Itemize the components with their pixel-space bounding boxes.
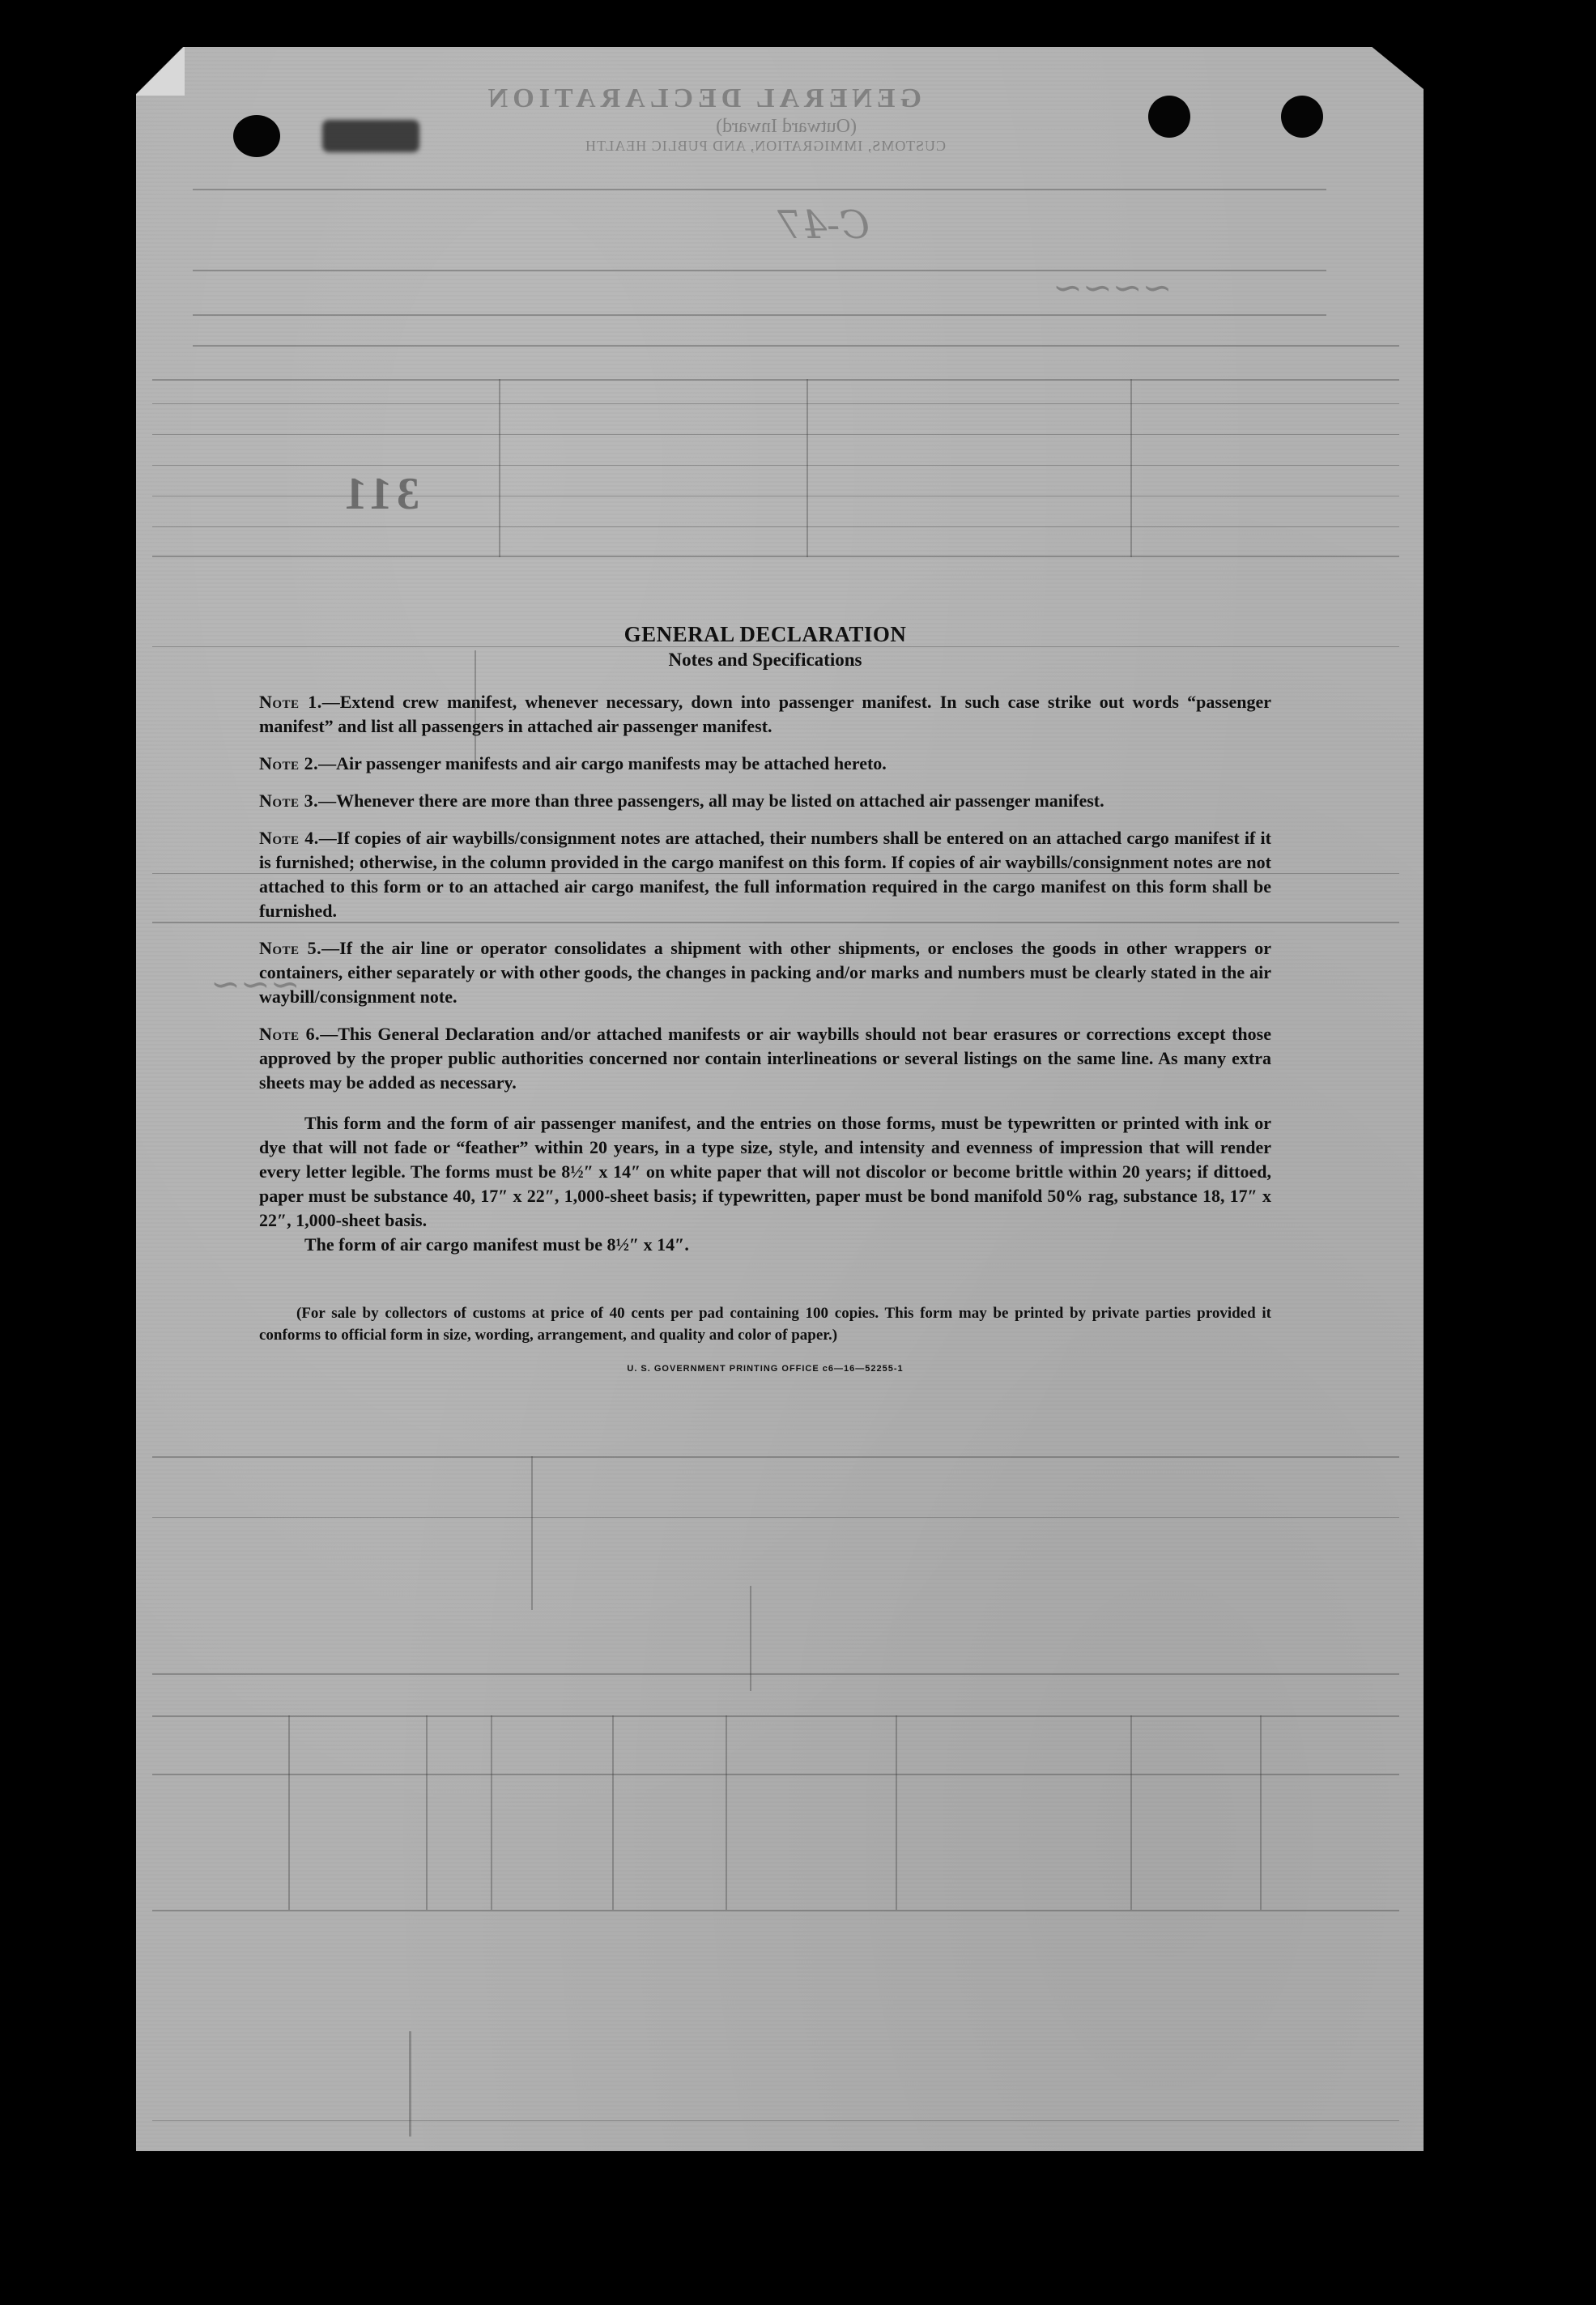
ink-smear bbox=[322, 120, 419, 152]
note-4 bbox=[259, 826, 1271, 923]
notes-section bbox=[259, 620, 1271, 1374]
note-text: —Air passenger manifests and air cargo manifests may be attached hereto. bbox=[318, 753, 887, 773]
handwriting-bleed: ~~~ bbox=[211, 964, 300, 1005]
handwriting-bleed: ~~~~ bbox=[1053, 267, 1173, 309]
note-text: —If the air line or operator consolidates a shipment with other shipments, or encloses the goods in other wrappers or containers, either separately or with other goods, the changes in packing and/or marks and numbers must be clearly stated in the air waybill/consignment note. bbox=[259, 938, 1271, 1007]
printing-office-line: U. S. GOVERNMENT PRINTING OFFICE c6—16—52255-1 bbox=[627, 1364, 904, 1374]
note-5 bbox=[259, 936, 1271, 1009]
punch-hole bbox=[1148, 96, 1190, 138]
specification-paragraph: This form and the form of air passenger manifest, and the entries on those forms, must be typewritten or printed with ink or dye that will not fade or “feather” within 20 years, in a type size, style, and intensity and evenness of impression that will render every letter legible. The forms must be 8½″ x 14″ on white paper that will not discolor or become brittle within 20 years; if dittoed, paper must be substance 40, 17″ x 22″, 1,000-sheet basis; if typewritten, paper must be bond manifold 50% rag, substance 18, 17″ x 22″, 1,000-sheet basis. bbox=[259, 1113, 1271, 1230]
note-3 bbox=[259, 789, 1271, 813]
note-label: Note 3. bbox=[259, 790, 319, 811]
note-text: —If copies of air waybills/consignment notes are attached, their numbers shall be entered on an attached cargo manifest if it is furnished; otherwise, in the column provided in the cargo manifest on this form. If copies of air waybills/consignment notes are not attached to this form or to an attached air cargo manifest, the full information required in the cargo manifest on this form shall be furnished. bbox=[259, 828, 1271, 921]
note-label: Note 2. bbox=[259, 753, 319, 773]
reverse-stamp-number: 311 bbox=[339, 469, 419, 519]
note-text: —Extend crew manifest, whenever necessary, down into passenger manifest. In such case strike out words “passenger manifest” and list all passengers in attached air passenger manifest. bbox=[259, 692, 1271, 736]
notes-title: GENERAL DECLARATION bbox=[624, 622, 907, 646]
reverse-agency: CUSTOMS, IMMIGRATION, AND PUBLIC HEALTH bbox=[584, 138, 946, 154]
note-1 bbox=[259, 690, 1271, 739]
note-label: Note 4. bbox=[259, 828, 319, 848]
handwriting-bleed: C-47 bbox=[777, 202, 870, 248]
note-label: Note 5. bbox=[259, 938, 322, 958]
note-text: —Whenever there are more than three passengers, all may be listed on attached air passenger manifest. bbox=[318, 790, 1104, 811]
cargo-manifest-size-line: The form of air cargo manifest must be 8½″ x 14″. bbox=[304, 1234, 689, 1255]
note-6 bbox=[259, 1022, 1271, 1095]
note-2 bbox=[259, 752, 1271, 776]
sale-note: (For sale by collectors of customs at price of 40 cents per pad containing 100 copies. This form may be printed by private parties provided it conforms to official form in size, wording, arrangement, and quality and color of paper.) bbox=[259, 1305, 1271, 1344]
reverse-subtitle: (Outward Inward) bbox=[716, 116, 857, 137]
punch-hole bbox=[233, 115, 280, 157]
notes-subtitle: Notes and Specifications bbox=[668, 650, 862, 670]
note-label: Note 6. bbox=[259, 1024, 321, 1044]
note-label: Note 1. bbox=[259, 692, 322, 712]
reverse-title: GENERAL DECLARATION bbox=[483, 83, 921, 113]
note-text: —This General Declaration and/or attached manifests or air waybills should not bear erasures or corrections except those approved by the proper public authorities concerned nor contain interlineations or several listings on the same line. As many extra sheets may be added as necessary. bbox=[259, 1024, 1271, 1093]
punch-hole bbox=[1281, 96, 1323, 138]
